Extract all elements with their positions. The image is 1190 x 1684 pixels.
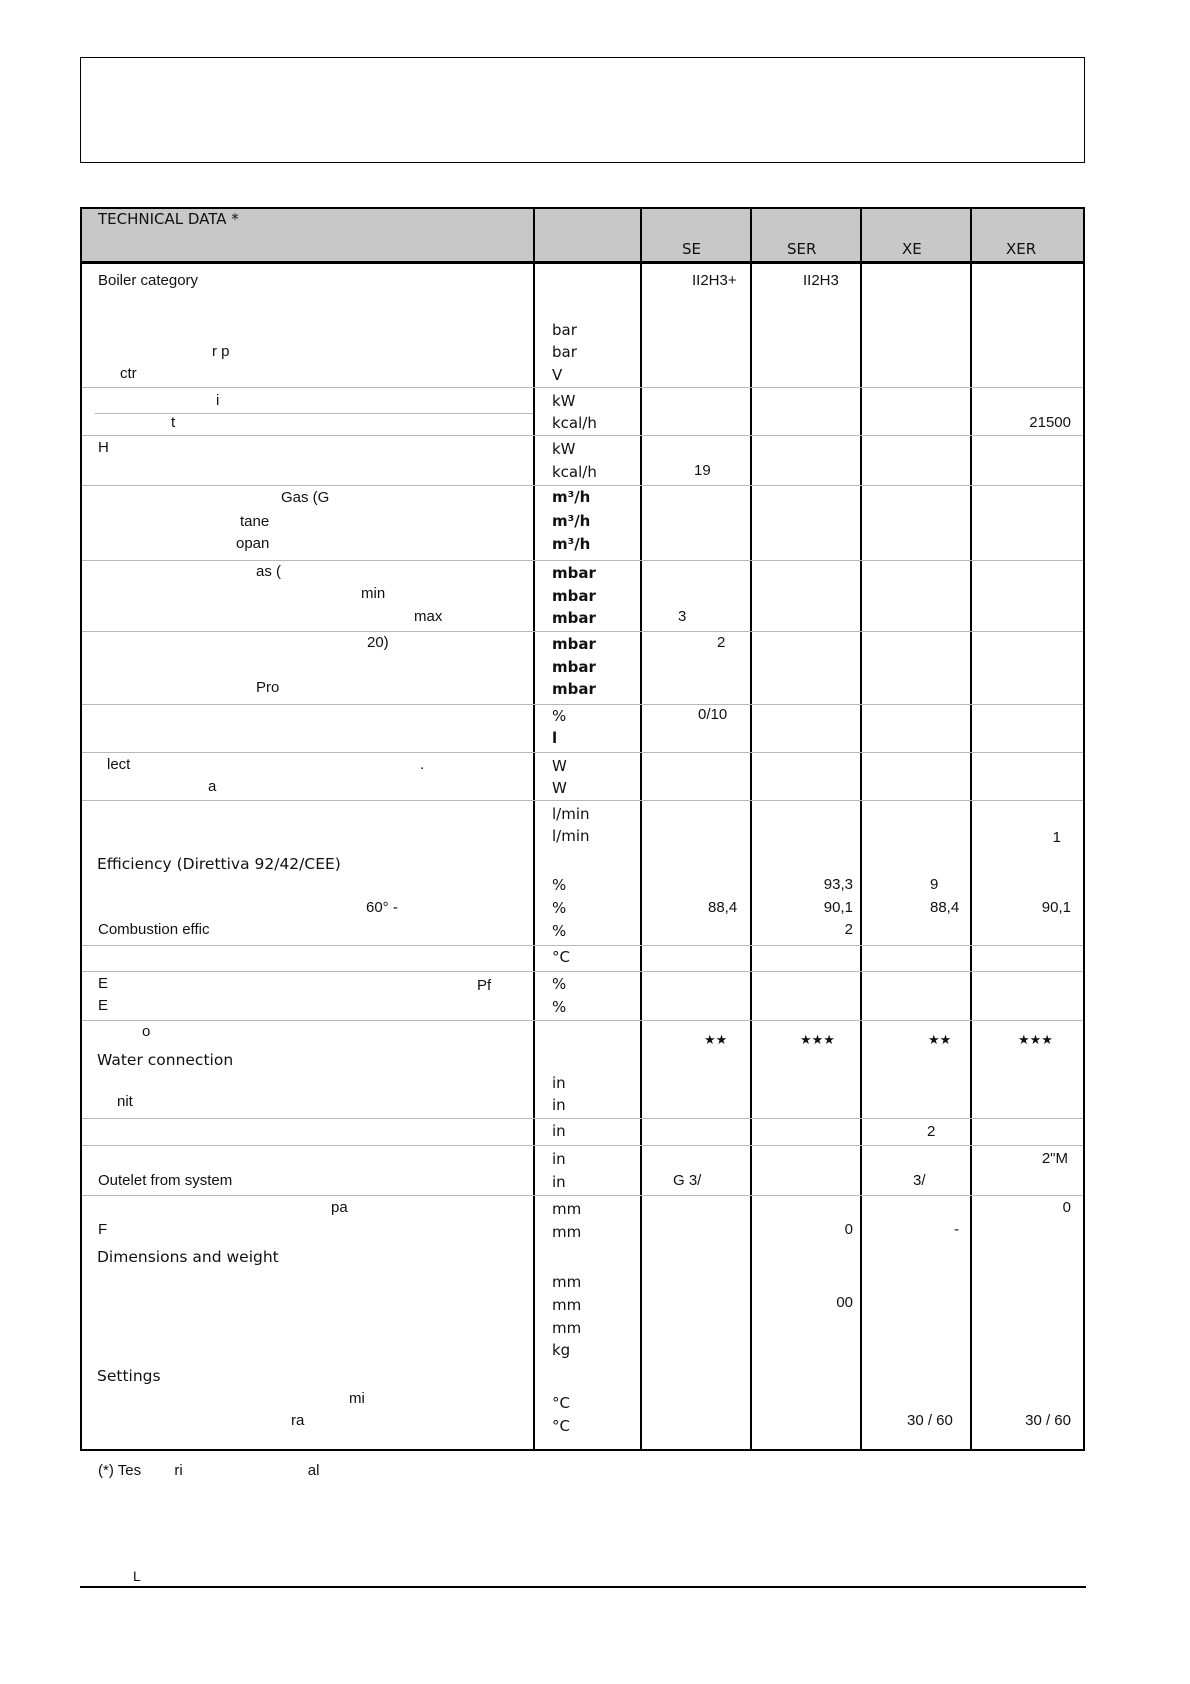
col-line-units [533,207,535,1451]
cell-xer: ★★★ [1018,1033,1053,1048]
col-header-xer: XER [1006,240,1037,258]
cell-xer: 2"M [1041,1150,1068,1167]
table-title: TECHNICAL DATA * [98,210,239,228]
row-label: a [208,778,217,795]
row-label: max [414,608,443,625]
unit-cell: °C [552,1394,570,1412]
unit-cell: in [552,1122,566,1140]
cell-xe: 3/ [913,1172,926,1189]
cell-se: G 3/ [673,1172,702,1189]
unit-cell: m³/h [552,512,591,530]
row-divider [82,752,1083,753]
col-line-ser [750,207,752,1451]
unit-cell: V [552,366,563,384]
footnote: (*) Tes ri al [98,1462,320,1479]
row-label: pa [331,1199,348,1216]
cell-ser: 2 [844,921,853,938]
unit-cell: m³/h [552,488,591,506]
row-label: Pf [477,977,492,994]
unit-cell: l [552,729,558,747]
footer-text: L [133,1568,141,1584]
row-label: opan [236,535,270,552]
row-divider [82,1118,1083,1119]
unit-cell: in [552,1074,566,1092]
row-label: mi [349,1390,365,1407]
cell-xe: ★★ [928,1033,952,1048]
row-label: 20) [367,634,389,651]
row-divider [82,971,1083,972]
cell-se: 0/10 [698,706,728,723]
section-settings: Settings [97,1367,161,1385]
row-label: tane [240,513,270,530]
row-label: Pro [256,679,280,696]
cell-xer: 21500 [1029,414,1071,431]
row-label: o [142,1023,151,1040]
cell-ser: II2H3 [803,272,839,289]
col-header-xe: XE [902,240,922,258]
row-label: 60° - [366,899,398,916]
row-divider [82,435,1083,436]
col-header-ser: SER [787,240,817,258]
cell-ser: 90,1 [823,899,853,916]
section-efficiency: Efficiency (Direttiva 92/42/CEE) [97,855,341,873]
cell-se: 3 [678,608,687,625]
row-label: E [98,975,109,992]
unit-cell: % [552,922,567,940]
section-water-connection: Water connection [97,1051,234,1069]
cell-xer: 0 [1062,1199,1071,1216]
cell-xer: 1 [1052,829,1061,846]
unit-cell: kg [552,1341,571,1359]
cell-se: 2 [717,634,726,651]
row-divider [82,704,1083,705]
footer-rule [80,1586,1086,1588]
unit-cell: mbar [552,658,596,676]
unit-cell: mbar [552,609,596,627]
unit-cell: l/min [552,827,590,845]
cell-xe: - [954,1221,959,1238]
unit-cell: l/min [552,805,590,823]
unit-cell: % [552,876,567,894]
cell-se: ★★ [704,1033,728,1048]
header-rule [80,261,1085,264]
row-divider [95,413,533,414]
cell-xe: 2 [927,1123,936,1140]
unit-cell: mm [552,1296,582,1314]
cell-ser: 00 [836,1294,853,1311]
unit-cell: bar [552,343,577,361]
unit-cell: mm [552,1200,582,1218]
row-divider [82,1020,1083,1021]
col-line-xe [860,207,862,1451]
col-header-se: SE [682,240,701,258]
col-line-xer [970,207,972,1451]
row-label: as ( [256,563,282,580]
row-divider [82,1195,1083,1196]
row-divider [82,560,1083,561]
unit-cell: mm [552,1319,582,1337]
cell-ser: 93,3 [823,876,853,893]
cell-xe: 9 [930,876,939,893]
unit-cell: W [552,757,567,775]
row-divider [82,387,1083,388]
unit-cell: mbar [552,564,596,582]
cell-se: 19 [694,462,711,479]
unit-cell: mm [552,1273,582,1291]
row-label: lect [107,756,131,773]
cell-xer: 90,1 [1041,899,1071,916]
section-dimensions: Dimensions and weight [97,1248,279,1266]
row-label: r p [212,343,230,360]
header-box [80,57,1085,163]
cell-xe: 30 / 60 [907,1412,953,1429]
cell-se: II2H3+ [692,272,737,289]
row-label: E [98,997,109,1014]
row-label: F [98,1221,108,1238]
row-label: Combustion effic [98,921,210,938]
row-label: Boiler category [98,272,199,289]
row-label: . [420,756,425,773]
cell-xer: 30 / 60 [1025,1412,1071,1429]
row-label: Gas (G [281,489,330,506]
row-label: ra [291,1412,305,1429]
unit-cell: m³/h [552,535,591,553]
unit-cell: bar [552,321,577,339]
unit-cell: W [552,779,567,797]
row-label: ctr [120,365,137,382]
unit-cell: mm [552,1223,582,1241]
unit-cell: kcal/h [552,414,597,432]
unit-cell: mbar [552,635,596,653]
unit-cell: % [552,975,567,993]
cell-ser: 0 [844,1221,853,1238]
unit-cell: kW [552,392,576,410]
unit-cell: % [552,998,567,1016]
unit-cell: mbar [552,680,596,698]
row-label: t [171,414,176,431]
unit-cell: kW [552,440,576,458]
row-divider [82,800,1083,801]
row-divider [82,945,1083,946]
unit-cell: in [552,1096,566,1114]
row-divider [82,631,1083,632]
unit-cell: mbar [552,587,596,605]
row-divider [82,1145,1083,1146]
unit-cell: kcal/h [552,463,597,481]
row-label: H [98,439,109,456]
row-label: nit [117,1093,133,1110]
unit-cell: °C [552,948,570,966]
row-label: min [361,585,386,602]
cell-ser: ★★★ [800,1033,835,1048]
unit-cell: °C [552,1417,570,1435]
unit-cell: in [552,1150,566,1168]
unit-cell: in [552,1173,566,1191]
cell-xe: 88,4 [930,899,960,916]
unit-cell: % [552,899,567,917]
row-divider [82,485,1083,486]
row-label: Outelet from system [98,1172,233,1189]
unit-cell: % [552,707,567,725]
col-line-se [640,207,642,1451]
row-label: i [216,392,220,409]
cell-se: 88,4 [708,899,738,916]
